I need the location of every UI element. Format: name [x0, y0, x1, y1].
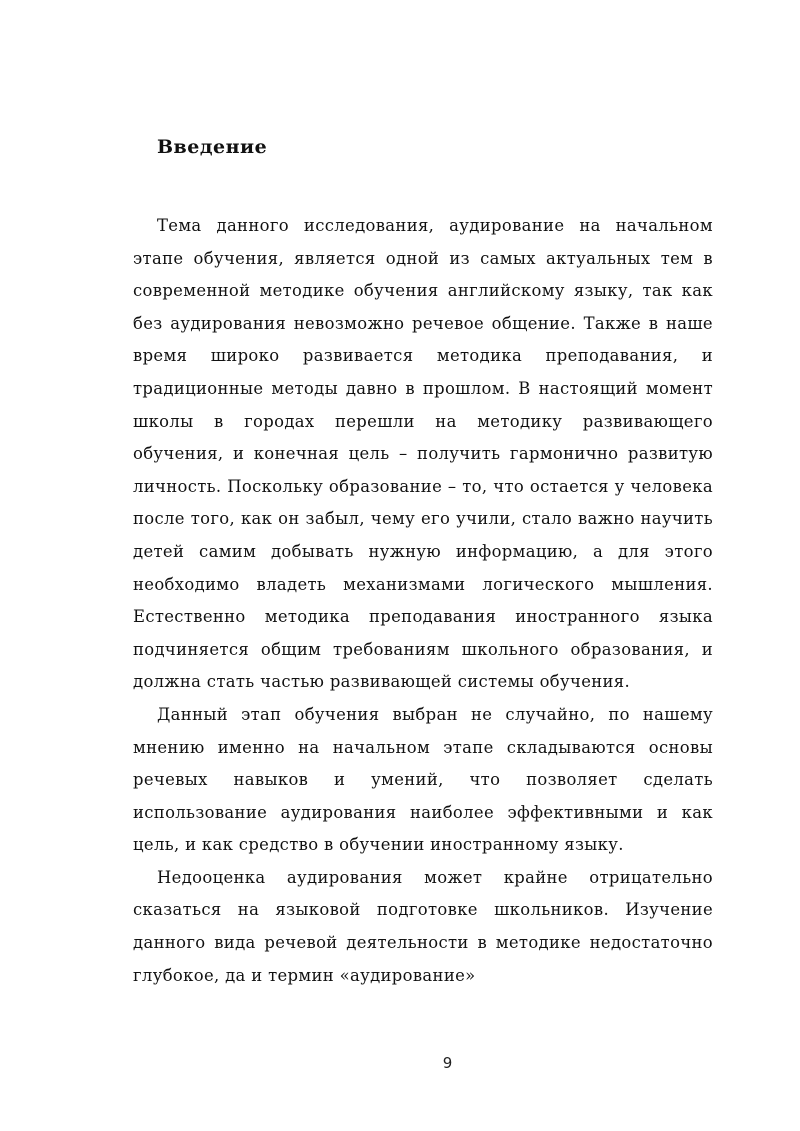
paragraph-2: Данный этап обучения выбран не случайно, по нашему мнению именно на начальном этапе складываются основы речевых навыков и умений, что позволяет сделать использование аудирования наиболее эффективными и как цель, и как средство в обучении иностранному языку.: [133, 704, 713, 855]
section-heading: Введение: [157, 136, 268, 158]
page-number: 9: [442, 1054, 453, 1072]
paragraph-3: Недооценка аудирования может крайне отрицательно сказаться на языковой подготовке школьников. Изучение данного вида речевой деятельности в методике недостаточно глубокое, да и термин «аудирование»: [133, 867, 713, 985]
body-text: [133, 210, 713, 992]
paragraph-1: Тема данного исследования, аудирование на начальном этапе обучения, является одной из самых актуальных тем в современной методике обучения английскому языку, так как без аудирования невозможно речевое общение. Также в наше время широко развивается методика преподавания, и традиционные методы давно в прошлом. В настоящий момент школы в городах перешли на методику развивающего обучения, и конечная цель – получить гармонично развитую личность. Поскольку образование – то, что остается у человека после того, как он забыл, чему его учили, стало важно научить детей самим добывать нужную информацию, а для этого необходимо владеть механизмами логического мышления. Естественно методика преподавания иностранного языка подчиняется общим требованиям школьного образования, и должна стать частью развивающей системы обучения.: [133, 216, 713, 692]
